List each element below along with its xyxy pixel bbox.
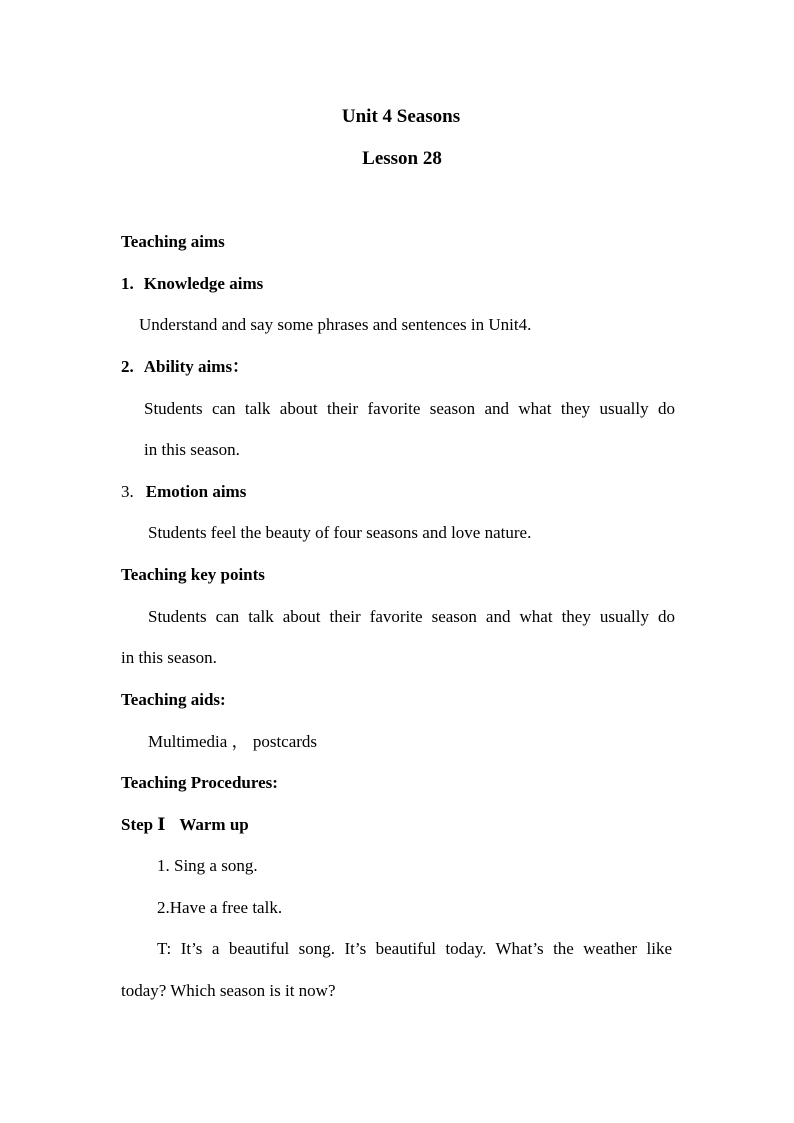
key-points-text-line2: in this season.: [121, 648, 217, 667]
teaching-aids-text: Multimedia ， postcards: [148, 732, 318, 751]
emotion-aims-number: 3.: [121, 482, 134, 501]
teaching-aids-heading: Teaching aids:: [121, 690, 226, 709]
teaching-aims-heading: Teaching aims: [121, 232, 225, 251]
emotion-aims-text: Students feel the beauty of four seasons and love nature.: [148, 523, 532, 542]
ability-aims-label: Ability aims：: [143, 357, 250, 376]
knowledge-aims-text: Understand and say some phrases and sentences in Unit4.: [139, 315, 532, 334]
key-points-text-line1: Students can talk about their favorite season and what they usually do: [148, 607, 675, 626]
step1-heading: [121, 814, 249, 836]
step1-dialogue-line1: T: It’s a beautiful song. It’s beautiful today. What’s the weather like: [157, 939, 672, 958]
ability-aims-text-line2: in this season.: [144, 440, 240, 459]
ability-aims-number: 2.: [121, 357, 134, 376]
knowledge-aims-number: 1.: [121, 274, 134, 293]
ability-aims-heading: [121, 356, 249, 378]
knowledge-aims-label: Knowledge aims: [143, 274, 264, 293]
unit-title: Unit 4 Seasons: [341, 106, 461, 127]
knowledge-aims-heading: [121, 273, 263, 295]
step1-title: Warm up: [179, 815, 249, 834]
step1-dialogue-line2: today? Which season is it now?: [121, 981, 336, 1000]
ability-aims-text-line1: Students can talk about their favorite season and what they usually do: [144, 399, 675, 418]
emotion-aims-label: Emotion aims: [145, 482, 247, 501]
procedures-heading: Teaching Procedures:: [121, 773, 278, 792]
step1-item-2: 2.Have a free talk.: [157, 898, 283, 917]
key-points-heading: Teaching key points: [121, 565, 265, 584]
step1-item-1: 1. Sing a song.: [157, 856, 258, 875]
lesson-title: Lesson 28: [362, 148, 442, 169]
emotion-aims-heading: [121, 481, 246, 503]
step1-label: Step Ⅰ: [121, 815, 166, 834]
